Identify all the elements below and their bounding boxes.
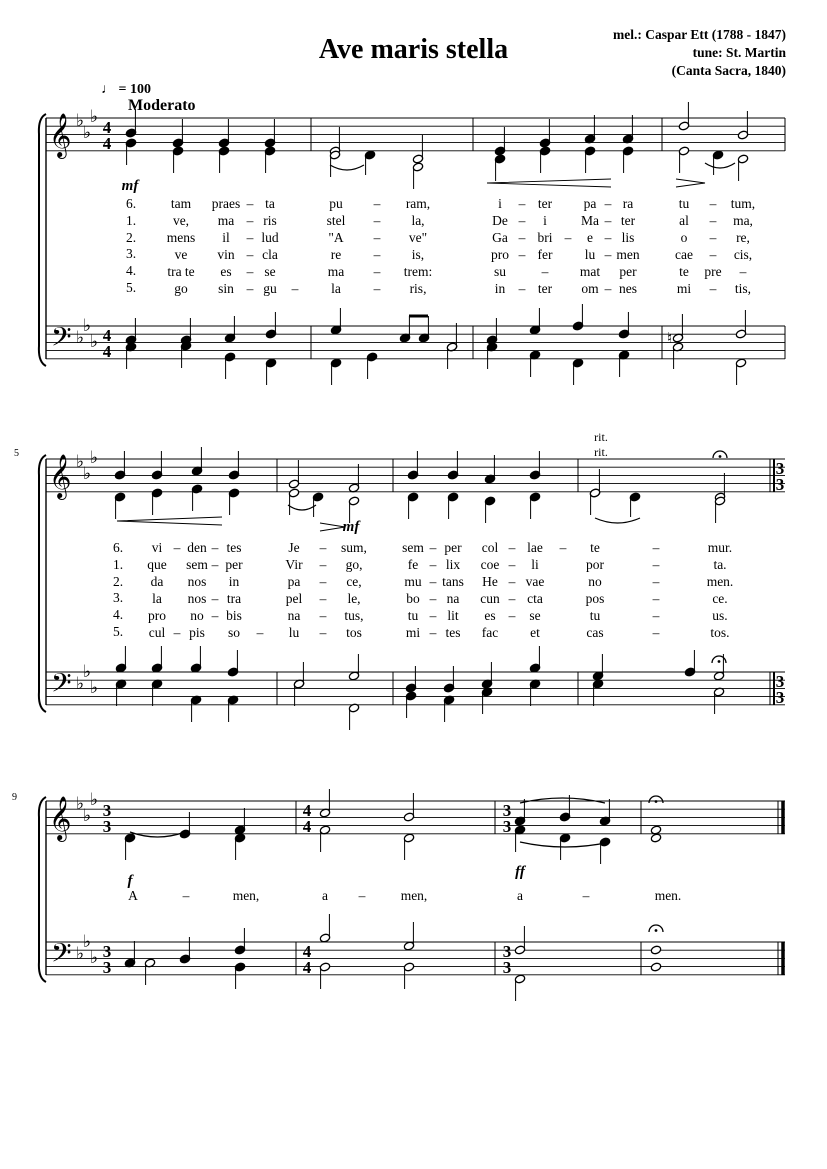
lyric-verse-2: pa	[287, 574, 301, 589]
verse-number: 4.	[113, 607, 124, 623]
dynamic-mark: mf	[342, 519, 360, 535]
lyric-verse-5: ter	[537, 281, 553, 296]
slur	[520, 842, 610, 847]
verse-number: 2.	[126, 229, 137, 245]
lyric-verse-4: –	[429, 608, 437, 623]
flat-icon: ♭	[83, 123, 92, 142]
lyric-verse-2: –	[508, 574, 516, 589]
time-signature-top: 3	[102, 942, 112, 961]
lyric-verse-2: da	[150, 574, 164, 589]
lyric-verse-6: Je	[288, 540, 300, 555]
lyric-verse-4: –	[211, 608, 219, 623]
lyric-verse-4: ma	[327, 264, 345, 279]
time-signature-bottom: 3	[502, 817, 512, 836]
verse-number: 5.	[126, 280, 137, 295]
lyric-verse-2: il	[222, 230, 230, 245]
flat-icon: ♭	[90, 948, 99, 967]
lyric-verse-1: De	[492, 213, 508, 228]
lyric-verse-6: ram,	[405, 196, 431, 211]
lyric-verse-2: o	[680, 230, 688, 245]
lyric-verse-6: mur.	[707, 540, 733, 555]
lyric-verse-1: –	[518, 213, 526, 228]
lyric-verse-4: –	[541, 264, 549, 279]
lyric-verse-3: la	[152, 591, 162, 606]
treble-clef-icon: 𝄞	[49, 456, 72, 498]
fermata-dot	[655, 929, 658, 932]
lyric-verse-1: –	[508, 557, 516, 572]
lyric-verse-4: pro	[148, 608, 166, 623]
natural-icon: ♮	[667, 331, 673, 347]
lyric-verse-2: mens	[166, 230, 196, 245]
lyric-verse-1: lix	[445, 557, 461, 572]
lyric-verse-4: –	[246, 264, 254, 279]
lyric-verse-1: que	[147, 557, 167, 572]
lyric-verse-1: –	[211, 557, 219, 572]
time-signature-bottom: 4	[102, 134, 112, 153]
lyric-verse-2: re,	[736, 230, 750, 245]
lyric-verse-5: –	[291, 281, 299, 296]
time-signature-bottom: 4	[102, 342, 112, 361]
verse-number: 6.	[113, 540, 124, 555]
lyric-amen: –	[582, 888, 590, 903]
lyric-verse-6: pu	[329, 196, 343, 211]
flat-icon: ♭	[90, 107, 99, 126]
lyric-verse-5: cul	[148, 625, 166, 640]
lyric-verse-3: fer	[537, 247, 553, 262]
lyric-verse-5: –	[518, 281, 526, 296]
verse-number: 3.	[113, 590, 124, 606]
lyric-verse-2: vae	[525, 574, 545, 589]
lyric-verse-1: stel	[326, 213, 346, 228]
measure-number: 9	[12, 792, 17, 803]
lyric-verse-2: tans	[442, 574, 464, 589]
lyric-verse-1: Ma	[581, 213, 599, 228]
system-bracket	[39, 797, 46, 982]
lyric-verse-6: –	[429, 540, 437, 555]
flat-icon: ♭	[76, 452, 85, 471]
lyric-verse-3: na	[446, 591, 460, 606]
lyric-verse-6: –	[709, 196, 717, 211]
time-signature-top: 3	[102, 801, 112, 820]
lyric-verse-6: –	[652, 540, 660, 555]
flat-icon: ♭	[90, 332, 99, 351]
lyric-verse-5: et	[530, 625, 540, 640]
lyric-verse-5: –	[429, 625, 437, 640]
slur	[130, 832, 185, 837]
slur	[288, 505, 316, 510]
lyric-verse-2: –	[373, 230, 381, 245]
lyric-verse-1: ter	[620, 213, 636, 228]
lyric-verse-1: ma	[217, 213, 235, 228]
bass-clef-icon: 𝄢	[51, 322, 72, 358]
ritardando-mark: rit.	[594, 430, 608, 444]
lyric-verse-2: –	[429, 574, 437, 589]
lyric-verse-4: tra te	[167, 264, 195, 279]
lyric-verse-4: trem:	[403, 264, 433, 279]
lyric-verse-4: na	[287, 608, 301, 623]
flat-icon: ♭	[90, 448, 99, 467]
fermata-dot	[719, 455, 722, 458]
lyric-verse-5: tis,	[734, 281, 752, 296]
flat-icon: ♭	[90, 790, 99, 809]
lyric-verse-3: –	[508, 591, 516, 606]
lyric-verse-1: ma,	[733, 213, 753, 228]
lyric-verse-1: –	[429, 557, 437, 572]
lyric-verse-3: nos	[187, 591, 207, 606]
dynamic-mark: f	[127, 873, 133, 889]
lyric-verse-6: tu	[678, 196, 690, 211]
lyric-verse-5: go	[174, 281, 188, 296]
lyric-verse-3: –	[604, 247, 612, 262]
bass-clef-icon: 𝄢	[51, 668, 72, 704]
lyric-verse-6: –	[173, 540, 181, 555]
lyric-verse-3: –	[709, 247, 717, 262]
lyric-verse-6: sem	[402, 540, 424, 555]
lyric-amen: men,	[400, 888, 428, 903]
lyric-verse-3: –	[211, 591, 219, 606]
slur	[520, 798, 605, 803]
lyric-verse-1: fe	[407, 557, 419, 572]
lyric-verse-3: cis,	[733, 247, 753, 262]
lyric-verse-1: –	[604, 213, 612, 228]
time-signature-top: 3	[502, 942, 512, 961]
lyric-verse-5: fac	[481, 625, 499, 640]
lyric-verse-4: tu	[407, 608, 419, 623]
lyric-verse-2: –	[564, 230, 572, 245]
lyric-verse-3: –	[246, 247, 254, 262]
lyric-verse-6: –	[604, 196, 612, 211]
lyric-verse-1: Vir	[285, 557, 303, 572]
flat-icon: ♭	[83, 932, 92, 951]
lyric-verse-2: in	[228, 574, 240, 589]
lyric-verse-2: "A	[328, 230, 344, 245]
lyric-amen: a	[517, 888, 523, 903]
verse-number: 3.	[126, 246, 137, 262]
lyric-verse-6: i	[498, 196, 502, 211]
time-signature-bottom: 3	[775, 475, 785, 494]
lyric-verse-5: lu	[288, 625, 300, 640]
lyric-verse-6: praes	[211, 196, 241, 211]
time-signature-top: 4	[302, 942, 312, 961]
verse-number: 1.	[126, 212, 137, 228]
lyric-verse-5: –	[709, 281, 717, 296]
lyric-verse-4: tu	[589, 608, 601, 623]
lyric-verse-3: cla	[262, 247, 278, 262]
lyric-verse-4: –	[508, 608, 516, 623]
flat-icon: ♭	[76, 794, 85, 813]
lyric-verse-5: tos	[346, 625, 362, 640]
flat-icon: ♭	[83, 464, 92, 483]
treble-clef-icon: 𝄞	[49, 115, 72, 157]
lyric-verse-2: lis	[621, 230, 635, 245]
tune-credit: tune: St. Martin	[692, 45, 786, 60]
measure-number: 5	[14, 448, 19, 459]
lyric-verse-1: –	[709, 213, 717, 228]
flat-icon: ♭	[76, 674, 85, 693]
lyric-verse-1: –	[373, 213, 381, 228]
source-credit: (Canta Sacra, 1840)	[671, 63, 786, 78]
lyric-verse-6: den	[187, 540, 207, 555]
lyric-verse-2: –	[246, 230, 254, 245]
time-signature-bottom: 3	[502, 958, 512, 977]
lyric-verse-6: ta	[265, 196, 275, 211]
lyric-verse-6: –	[559, 540, 567, 555]
lyric-verse-3: re	[330, 247, 342, 262]
lyric-verse-4: us.	[712, 608, 728, 623]
note-head	[650, 945, 661, 955]
lyric-verse-4: pre	[704, 264, 722, 279]
lyric-verse-6: per	[444, 540, 462, 555]
lyric-verse-6: col	[481, 540, 499, 555]
flat-icon: ♭	[83, 662, 92, 681]
metronome-mark: ♩ = 100	[101, 82, 151, 97]
lyric-verse-6: –	[211, 540, 219, 555]
lyric-verse-3: –	[652, 591, 660, 606]
lyric-verse-1: i	[543, 213, 547, 228]
lyric-verse-5: –	[319, 625, 327, 640]
flat-icon: ♭	[76, 944, 85, 963]
lyric-verse-1: al	[679, 213, 689, 228]
lyric-verse-3: pro	[491, 247, 509, 262]
lyric-verse-5: sin	[218, 281, 234, 296]
lyric-verse-5: mi	[676, 281, 692, 296]
lyric-verse-4: –	[373, 264, 381, 279]
tempo-word: Moderato	[128, 97, 196, 114]
slur	[595, 518, 640, 523]
lyric-verse-1: –	[652, 557, 660, 572]
lyric-verse-1: por	[586, 557, 604, 572]
lyric-verse-4: bis	[226, 608, 242, 623]
lyric-verse-3: ce.	[712, 591, 728, 606]
lyric-verse-3: le,	[347, 591, 361, 606]
lyric-verse-4: se	[529, 608, 541, 623]
time-signature-bottom: 4	[302, 817, 312, 836]
lyric-verse-3: pos	[585, 591, 605, 606]
lyric-verse-6: –	[518, 196, 526, 211]
time-signature-bottom: 3	[102, 958, 112, 977]
lyric-verse-3: –	[429, 591, 437, 606]
lyric-verse-2: lud	[261, 230, 279, 245]
time-signature-top: 4	[102, 326, 112, 345]
verse-number: 1.	[113, 556, 124, 572]
lyric-verse-4: lit	[447, 608, 459, 623]
lyric-verse-3: cta	[527, 591, 543, 606]
lyric-verse-5: –	[652, 625, 660, 640]
lyric-verse-1: ta.	[713, 557, 727, 572]
lyric-verse-4: –	[739, 264, 747, 279]
lyric-verse-2: –	[604, 230, 612, 245]
lyric-verse-3: tra	[226, 591, 242, 606]
lyric-verse-1: per	[225, 557, 243, 572]
verse-number: 2.	[113, 573, 124, 589]
lyric-verse-5: ris,	[409, 281, 427, 296]
lyric-verse-6: ra	[622, 196, 634, 211]
lyric-verse-1: go,	[345, 557, 363, 572]
fermata-dot	[718, 660, 721, 663]
slur	[330, 165, 364, 170]
page-title: Ave maris stella	[318, 34, 509, 65]
lyric-verse-4: –	[652, 608, 660, 623]
lyric-verse-4: per	[619, 264, 637, 279]
lyric-verse-2: –	[652, 574, 660, 589]
lyric-verse-1: –	[319, 557, 327, 572]
lyric-verse-2: bri	[537, 230, 553, 245]
lyric-verse-6: sum,	[341, 540, 367, 555]
lyric-amen: men.	[654, 888, 682, 903]
flat-icon: ♭	[90, 678, 99, 697]
lyric-verse-2: –	[709, 230, 717, 245]
lyric-verse-5: la	[331, 281, 341, 296]
lyric-verse-5: mi	[405, 625, 421, 640]
lyric-verse-3: ve	[174, 247, 188, 262]
lyric-verse-5: –	[256, 625, 264, 640]
lyric-verse-2: ve"	[408, 230, 428, 245]
lyric-verse-6: tam	[170, 196, 192, 211]
lyric-verse-5: om	[581, 281, 599, 296]
lyric-verse-4: te	[679, 264, 689, 279]
lyric-verse-3: is,	[411, 247, 425, 262]
fermata-dot	[655, 800, 658, 803]
lyric-verse-6: –	[508, 540, 516, 555]
dynamic-mark: mf	[121, 178, 139, 194]
lyric-verse-3: lu	[584, 247, 596, 262]
lyric-verse-4: se	[264, 264, 276, 279]
lyric-verse-4: mat	[579, 264, 601, 279]
lyric-verse-2: –	[518, 230, 526, 245]
verse-number: 4.	[126, 263, 137, 279]
verse-number: 6.	[126, 196, 137, 211]
time-signature-bottom: 3	[102, 817, 112, 836]
lyric-verse-1: ris	[263, 213, 277, 228]
lyric-verse-4: no	[190, 608, 204, 623]
lyric-verse-5: –	[373, 281, 381, 296]
lyric-verse-3: –	[319, 591, 327, 606]
lyric-verse-1: sem	[186, 557, 208, 572]
lyric-amen: A	[128, 888, 138, 903]
lyric-verse-2: men.	[706, 574, 734, 589]
lyric-verse-6: pa	[583, 196, 597, 211]
lyric-verse-3: –	[518, 247, 526, 262]
lyric-verse-2: ce,	[346, 574, 362, 589]
time-signature-bottom: 4	[302, 958, 312, 977]
lyric-verse-5: tos.	[710, 625, 730, 640]
flat-icon: ♭	[83, 316, 92, 335]
lyric-verse-5: gu	[263, 281, 277, 296]
lyric-verse-6: ter	[537, 196, 553, 211]
lyric-verse-4: es	[484, 608, 496, 623]
time-signature-bottom: 3	[775, 688, 785, 707]
lyric-verse-3: cun	[480, 591, 500, 606]
time-signature-top: 4	[302, 801, 312, 820]
crescendo-hairpin	[117, 517, 222, 525]
time-signature-top: 3	[502, 801, 512, 820]
lyric-verse-5: tes	[445, 625, 461, 640]
lyric-verse-5: pis	[189, 625, 205, 640]
lyric-verse-5: –	[604, 281, 612, 296]
lyric-verse-5: so	[227, 625, 241, 640]
lyric-verse-6: –	[373, 196, 381, 211]
note-head	[650, 833, 661, 843]
lyric-verse-6: vi	[151, 540, 163, 555]
lyric-verse-2: e	[587, 230, 593, 245]
bass-clef-icon: 𝄢	[51, 938, 72, 974]
crescendo-hairpin	[487, 179, 611, 187]
lyric-verse-3: vin	[217, 247, 235, 262]
note-head	[650, 962, 661, 972]
lyric-verse-6: te	[590, 540, 600, 555]
time-signature-top: 3	[775, 459, 785, 478]
lyric-verse-5: in	[494, 281, 506, 296]
lyric-verse-2: He	[482, 574, 498, 589]
lyric-verse-5: –	[173, 625, 181, 640]
flat-icon: ♭	[76, 111, 85, 130]
time-signature-top: 4	[102, 118, 112, 137]
treble-clef-icon: 𝄞	[49, 798, 72, 840]
lyric-verse-5: –	[246, 281, 254, 296]
lyric-verse-6: lae	[527, 540, 543, 555]
lyric-verse-6: –	[319, 540, 327, 555]
lyric-verse-1: la,	[411, 213, 425, 228]
lyric-verse-3: pel	[285, 591, 303, 606]
lyric-verse-5: cas	[586, 625, 604, 640]
lyric-verse-6: –	[246, 196, 254, 211]
lyric-amen: a	[322, 888, 328, 903]
lyric-verse-5: nes	[619, 281, 637, 296]
lyric-verse-3: –	[373, 247, 381, 262]
lyric-amen: men,	[232, 888, 260, 903]
lyric-verse-4: tus,	[344, 608, 364, 623]
ritardando-mark: rit.	[594, 445, 608, 459]
decrescendo-hairpin	[320, 523, 345, 531]
lyric-verse-3: bo	[406, 591, 420, 606]
system-bracket	[39, 455, 46, 712]
lyric-verse-2: Ga	[492, 230, 508, 245]
lyric-verse-1: –	[246, 213, 254, 228]
decrescendo-hairpin	[676, 179, 705, 187]
lyric-verse-4: es	[220, 264, 232, 279]
lyric-verse-2: mu	[404, 574, 422, 589]
lyric-verse-2: no	[588, 574, 602, 589]
lyric-amen: –	[358, 888, 366, 903]
verse-number: 5.	[113, 624, 124, 639]
lyric-verse-2: –	[319, 574, 327, 589]
flat-icon: ♭	[83, 806, 92, 825]
slur	[705, 163, 735, 168]
lyric-verse-6: tum,	[730, 196, 756, 211]
composer-credit: mel.: Caspar Ett (1788 - 1847)	[613, 27, 786, 42]
lyric-verse-1: ve,	[172, 213, 190, 228]
flat-icon: ♭	[76, 328, 85, 347]
lyric-verse-6: tes	[226, 540, 242, 555]
lyric-verse-2: nos	[187, 574, 207, 589]
lyric-verse-3: men	[616, 247, 640, 262]
time-signature-top: 3	[775, 672, 785, 691]
system-bracket	[39, 114, 46, 366]
lyric-verse-3: cae	[675, 247, 693, 262]
dynamic-mark: ff	[515, 864, 525, 880]
lyric-verse-1: coe	[480, 557, 500, 572]
lyric-verse-4: –	[319, 608, 327, 623]
lyric-verse-4: su	[493, 264, 507, 279]
lyric-amen: –	[182, 888, 190, 903]
lyric-verse-1: li	[531, 557, 539, 572]
